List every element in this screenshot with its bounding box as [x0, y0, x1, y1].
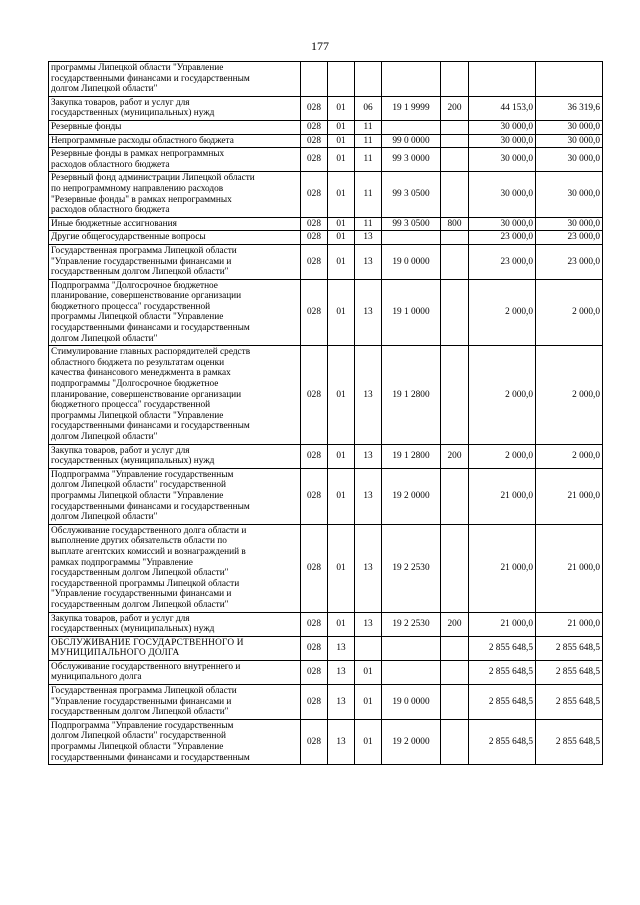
expense-type-cell [441, 685, 469, 720]
section-code-cell: 13 [328, 636, 355, 660]
table-row [49, 148, 603, 172]
table-row [49, 217, 603, 231]
expense-type-cell [441, 62, 469, 97]
table-row [49, 62, 603, 97]
ved-code-cell: 028 [301, 120, 328, 134]
table-row [49, 231, 603, 245]
ved-code-cell: 028 [301, 231, 328, 245]
target-article-cell: 19 2 0000 [382, 719, 441, 764]
subsection-code-cell: 01 [355, 685, 382, 720]
amount-cell-1: 21 000,0 [469, 524, 536, 612]
target-article-cell: 19 1 2800 [382, 346, 441, 444]
amount-cell-2: 30 000,0 [536, 172, 603, 217]
table-row [49, 346, 603, 444]
row-name-cell: программы Липецкой области "Управление государственными финансами и государственным долгом Липецкой области" [49, 62, 301, 97]
target-article-cell: 19 0 0000 [382, 685, 441, 720]
amount-cell-2: 2 855 648,5 [536, 660, 603, 684]
amount-cell-2: 2 855 648,5 [536, 719, 603, 764]
section-code-cell: 13 [328, 719, 355, 764]
expense-type-cell [441, 134, 469, 148]
expense-type-cell: 200 [441, 444, 469, 468]
amount-cell-1: 30 000,0 [469, 120, 536, 134]
section-code-cell: 13 [328, 685, 355, 720]
ved-code-cell: 028 [301, 612, 328, 636]
amount-cell-1: 21 000,0 [469, 612, 536, 636]
row-name-cell: ОБСЛУЖИВАНИЕ ГОСУДАРСТВЕННОГО И МУНИЦИПАЛЬНОГО ДОЛГА [49, 636, 301, 660]
target-article-cell: 99 0 0000 [382, 134, 441, 148]
table-row [49, 134, 603, 148]
section-code-cell: 01 [328, 244, 355, 279]
ved-code-cell: 028 [301, 346, 328, 444]
row-name-cell: Государственная программа Липецкой области "Управление государственными финансами и государственным долгом Липецкой области" [49, 244, 301, 279]
amount-cell-2: 30 000,0 [536, 120, 603, 134]
amount-cell-2: 23 000,0 [536, 244, 603, 279]
table-row [49, 96, 603, 120]
expense-type-cell [441, 719, 469, 764]
amount-cell-2: 2 855 648,5 [536, 685, 603, 720]
amount-cell-1: 30 000,0 [469, 148, 536, 172]
target-article-cell: 19 2 2530 [382, 524, 441, 612]
amount-cell-2: 23 000,0 [536, 231, 603, 245]
target-article-cell: 19 2 2530 [382, 612, 441, 636]
subsection-code-cell: 11 [355, 148, 382, 172]
table-row [49, 279, 603, 346]
ved-code-cell: 028 [301, 134, 328, 148]
target-article-cell: 19 1 9999 [382, 96, 441, 120]
target-article-cell [382, 62, 441, 97]
subsection-code-cell: 13 [355, 612, 382, 636]
table-row [49, 524, 603, 612]
section-code-cell: 01 [328, 524, 355, 612]
subsection-code-cell: 13 [355, 444, 382, 468]
table-row [49, 244, 603, 279]
ved-code-cell [301, 62, 328, 97]
amount-cell-1: 2 855 648,5 [469, 719, 536, 764]
expense-type-cell [441, 524, 469, 612]
budget-table [48, 61, 603, 765]
amount-cell-1: 2 000,0 [469, 444, 536, 468]
amount-cell-2: 2 000,0 [536, 346, 603, 444]
amount-cell-1: 44 153,0 [469, 96, 536, 120]
target-article-cell: 99 3 0000 [382, 148, 441, 172]
expense-type-cell [441, 172, 469, 217]
table-row [49, 612, 603, 636]
subsection-code-cell: 11 [355, 134, 382, 148]
expense-type-cell [441, 244, 469, 279]
expense-type-cell [441, 636, 469, 660]
ved-code-cell: 028 [301, 217, 328, 231]
expense-type-cell [441, 120, 469, 134]
amount-cell-1: 30 000,0 [469, 134, 536, 148]
ved-code-cell: 028 [301, 524, 328, 612]
row-name-cell: Государственная программа Липецкой области "Управление государственными финансами и государственным долгом Липецкой области" [49, 685, 301, 720]
amount-cell-1: 2 855 648,5 [469, 636, 536, 660]
amount-cell-2: 36 319,6 [536, 96, 603, 120]
row-name-cell: Резервные фонды в рамках непрограммных расходов областного бюджета [49, 148, 301, 172]
expense-type-cell [441, 660, 469, 684]
amount-cell-1: 2 000,0 [469, 346, 536, 444]
ved-code-cell: 028 [301, 96, 328, 120]
section-code-cell: 01 [328, 217, 355, 231]
expense-type-cell [441, 346, 469, 444]
amount-cell-1: 21 000,0 [469, 468, 536, 524]
subsection-code-cell: 13 [355, 244, 382, 279]
amount-cell-1 [469, 62, 536, 97]
expense-type-cell: 200 [441, 612, 469, 636]
amount-cell-2: 30 000,0 [536, 217, 603, 231]
amount-cell-2 [536, 62, 603, 97]
expense-type-cell [441, 279, 469, 346]
subsection-code-cell [355, 636, 382, 660]
ved-code-cell: 028 [301, 172, 328, 217]
section-code-cell: 01 [328, 346, 355, 444]
section-code-cell: 01 [328, 172, 355, 217]
target-article-cell: 19 2 0000 [382, 468, 441, 524]
target-article-cell: 19 1 0000 [382, 279, 441, 346]
row-name-cell: Стимулирование главных распорядителей средств областного бюджета по результатам оценки качества финансового менеджмента в рамках подпрограммы "Долгосрочное бюджетное планирование, совершенствование организации бюджетного процесса" государственной программы Липецкой области "Управление государственными финансами и государственным долгом Липецкой области" [49, 346, 301, 444]
table-row [49, 719, 603, 764]
ved-code-cell: 028 [301, 444, 328, 468]
row-name-cell: Подпрограмма "Управление государственным долгом Липецкой области" государственной программы Липецкой области "Управление государственными финансами и государственным [49, 719, 301, 764]
amount-cell-2: 21 000,0 [536, 468, 603, 524]
ved-code-cell: 028 [301, 660, 328, 684]
table-row [49, 172, 603, 217]
page-number: 177 [311, 39, 329, 53]
subsection-code-cell: 06 [355, 96, 382, 120]
row-name-cell: Резервные фонды [49, 120, 301, 134]
expense-type-cell [441, 468, 469, 524]
subsection-code-cell: 11 [355, 172, 382, 217]
section-code-cell: 01 [328, 120, 355, 134]
expense-type-cell: 800 [441, 217, 469, 231]
subsection-code-cell: 11 [355, 120, 382, 134]
row-name-cell: Иные бюджетные ассигнования [49, 217, 301, 231]
ved-code-cell: 028 [301, 279, 328, 346]
ved-code-cell: 028 [301, 685, 328, 720]
section-code-cell: 01 [328, 612, 355, 636]
table-row [49, 660, 603, 684]
target-article-cell [382, 660, 441, 684]
row-name-cell: Другие общегосударственные вопросы [49, 231, 301, 245]
subsection-code-cell: 01 [355, 719, 382, 764]
target-article-cell [382, 636, 441, 660]
amount-cell-1: 2 855 648,5 [469, 685, 536, 720]
row-name-cell: Обслуживание государственного долга области и выполнение других обязательств области по выплате агентских комиссий и вознаграждений в рамках подпрограммы "Управление государственным долгом Липецкой области" государственной программы Липецкой области "Управление государственными финансами и государственным долгом Липецкой области" [49, 524, 301, 612]
amount-cell-2: 30 000,0 [536, 148, 603, 172]
table-row [49, 468, 603, 524]
amount-cell-1: 23 000,0 [469, 244, 536, 279]
row-name-cell: Подпрограмма "Долгосрочное бюджетное планирование, совершенствование организации бюджетного процесса" государственной программы Липецкой области "Управление государственными финансами и государственным долгом Липецкой области" [49, 279, 301, 346]
ved-code-cell: 028 [301, 148, 328, 172]
section-code-cell: 01 [328, 279, 355, 346]
row-name-cell: Закупка товаров, работ и услуг для государственных (муниципальных) нужд [49, 612, 301, 636]
expense-type-cell: 200 [441, 96, 469, 120]
amount-cell-1: 30 000,0 [469, 172, 536, 217]
row-name-cell: Непрограммные расходы областного бюджета [49, 134, 301, 148]
target-article-cell [382, 231, 441, 245]
section-code-cell [328, 62, 355, 97]
ved-code-cell: 028 [301, 244, 328, 279]
amount-cell-1: 23 000,0 [469, 231, 536, 245]
subsection-code-cell: 11 [355, 217, 382, 231]
target-article-cell: 99 3 0500 [382, 172, 441, 217]
section-code-cell: 01 [328, 134, 355, 148]
amount-cell-1: 2 000,0 [469, 279, 536, 346]
table-row [49, 636, 603, 660]
amount-cell-2: 2 000,0 [536, 279, 603, 346]
amount-cell-2: 2 855 648,5 [536, 636, 603, 660]
section-code-cell: 13 [328, 660, 355, 684]
amount-cell-1: 2 855 648,5 [469, 660, 536, 684]
amount-cell-2: 30 000,0 [536, 134, 603, 148]
expense-type-cell [441, 148, 469, 172]
table-row [49, 685, 603, 720]
target-article-cell: 19 0 0000 [382, 244, 441, 279]
table-row [49, 444, 603, 468]
amount-cell-1: 30 000,0 [469, 217, 536, 231]
row-name-cell: Подпрограмма "Управление государственным долгом Липецкой области" государственной программы Липецкой области "Управление государственными финансами и государственным долгом Липецкой области" [49, 468, 301, 524]
ved-code-cell: 028 [301, 468, 328, 524]
section-code-cell: 01 [328, 468, 355, 524]
subsection-code-cell: 01 [355, 660, 382, 684]
section-code-cell: 01 [328, 96, 355, 120]
subsection-code-cell [355, 62, 382, 97]
subsection-code-cell: 13 [355, 346, 382, 444]
subsection-code-cell: 13 [355, 279, 382, 346]
amount-cell-2: 21 000,0 [536, 612, 603, 636]
subsection-code-cell: 13 [355, 524, 382, 612]
amount-cell-2: 2 000,0 [536, 444, 603, 468]
section-code-cell: 01 [328, 231, 355, 245]
amount-cell-2: 21 000,0 [536, 524, 603, 612]
row-name-cell: Закупка товаров, работ и услуг для государственных (муниципальных) нужд [49, 96, 301, 120]
section-code-cell: 01 [328, 444, 355, 468]
ved-code-cell: 028 [301, 719, 328, 764]
row-name-cell: Резервный фонд администрации Липецкой области по непрограммному направлению расходов "Резервные фонды" в рамках непрограммных расходов областного бюджета [49, 172, 301, 217]
subsection-code-cell: 13 [355, 468, 382, 524]
table-row [49, 120, 603, 134]
subsection-code-cell: 13 [355, 231, 382, 245]
row-name-cell: Закупка товаров, работ и услуг для государственных (муниципальных) нужд [49, 444, 301, 468]
row-name-cell: Обслуживание государственного внутреннего и муниципального долга [49, 660, 301, 684]
ved-code-cell: 028 [301, 636, 328, 660]
target-article-cell: 19 1 2800 [382, 444, 441, 468]
target-article-cell [382, 120, 441, 134]
expense-type-cell [441, 231, 469, 245]
target-article-cell: 99 3 0500 [382, 217, 441, 231]
section-code-cell: 01 [328, 148, 355, 172]
